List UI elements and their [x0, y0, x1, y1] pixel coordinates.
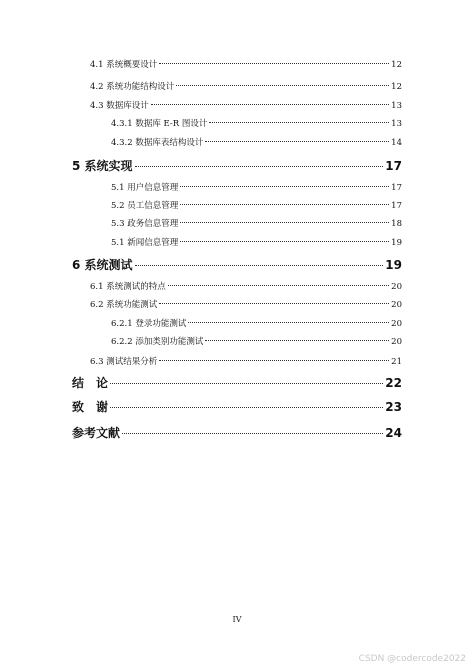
toc-dot-leader [151, 104, 389, 105]
toc-entry[interactable] [90, 280, 402, 292]
toc-entry-page: 20 [391, 337, 402, 347]
toc-entry[interactable] [111, 181, 402, 193]
toc-dot-leader [180, 241, 389, 242]
toc-entry[interactable] [111, 117, 402, 129]
toc-dot-leader [122, 433, 383, 434]
toc-entry-title: 5.1 新闻信息管理 [111, 238, 179, 248]
toc-entry-title: 4.2 系统功能结构设计 [90, 82, 175, 92]
toc-entry-title: 6 系统测试 [72, 258, 133, 272]
toc-entry-title: 6.2.1 登录功能测试 [111, 319, 187, 329]
toc-entry-title: 5.1 用户信息管理 [111, 183, 179, 193]
toc-entry-page: 17 [385, 159, 402, 173]
toc-entry-page: 12 [391, 60, 402, 70]
toc-entry[interactable] [90, 99, 402, 111]
toc-entry-title: 6.2 系统功能测试 [90, 300, 158, 310]
toc-dot-leader [159, 63, 389, 64]
toc-entry-page: 19 [391, 238, 402, 248]
toc-entry[interactable] [90, 80, 402, 92]
toc-entry-page: 12 [391, 82, 402, 92]
toc-entry-page: 24 [385, 426, 402, 440]
toc-entry[interactable] [90, 58, 402, 70]
toc-entry-page: 20 [391, 282, 402, 292]
toc-entry[interactable] [72, 424, 402, 441]
toc-entry[interactable] [72, 157, 402, 174]
toc-entry[interactable] [72, 256, 402, 273]
toc-dot-leader [110, 383, 383, 384]
toc-dot-leader [159, 303, 389, 304]
toc-entry-title: 6.2.2 添加类别功能测试 [111, 337, 204, 347]
toc-dot-leader [209, 122, 389, 123]
toc-entry[interactable] [111, 217, 402, 229]
toc-entry-page: 13 [391, 119, 402, 129]
toc-entry[interactable] [72, 398, 402, 415]
toc-entry-page: 20 [391, 319, 402, 329]
toc-entry-page: 13 [391, 101, 402, 111]
toc-entry-title: 4.3 数据库设计 [90, 101, 149, 111]
toc-entry-title: 4.3.2 数据库表结构设计 [111, 138, 204, 148]
toc-entry-title: 5 系统实现 [72, 159, 133, 173]
toc-entry[interactable] [111, 335, 402, 347]
toc-entry[interactable] [111, 199, 402, 211]
toc-entry-page: 18 [391, 219, 402, 229]
toc-entry-title: 5.3 政务信息管理 [111, 219, 179, 229]
page-number: IV [232, 615, 242, 624]
toc-dot-leader [168, 285, 389, 286]
toc-entry-title: 6.3 测试结果分析 [90, 357, 158, 367]
toc-entry-page: 23 [385, 400, 402, 414]
toc-entry-page: 22 [385, 376, 402, 390]
toc-entry-page: 20 [391, 300, 402, 310]
toc-entry-title: 结 论 [72, 376, 109, 390]
toc-entry[interactable] [90, 355, 402, 367]
toc-entry[interactable] [111, 236, 402, 248]
toc-dot-leader [176, 85, 389, 86]
toc-entry-title: 5.2 员工信息管理 [111, 201, 179, 211]
toc-entry[interactable] [90, 298, 402, 310]
toc-dot-leader [180, 186, 389, 187]
watermark: CSDN @codercode2022 [358, 654, 466, 664]
toc-entry[interactable] [111, 136, 402, 148]
toc-entry-page: 17 [391, 183, 402, 193]
toc-entry-title: 4.3.1 数据库 E-R 图设计 [111, 119, 208, 129]
toc-dot-leader [135, 166, 384, 167]
toc-dot-leader [180, 204, 389, 205]
toc-dot-leader [110, 407, 383, 408]
toc-dot-leader [159, 360, 389, 361]
toc-entry-page: 17 [391, 201, 402, 211]
toc-entry-page: 21 [391, 357, 402, 367]
toc-entry-page: 19 [385, 258, 402, 272]
toc-entry-title: 4.1 系统概要设计 [90, 60, 158, 70]
toc-dot-leader [180, 222, 389, 223]
toc-entry-title: 致 谢 [72, 400, 109, 414]
toc-entry-title: 参考文献 [72, 426, 121, 440]
toc-entry[interactable] [72, 374, 402, 391]
toc-entry-title: 6.1 系统测试的特点 [90, 282, 166, 292]
toc-dot-leader [135, 265, 384, 266]
toc-entry-page: 14 [391, 138, 402, 148]
toc-dot-leader [188, 322, 389, 323]
toc-entry[interactable] [111, 317, 402, 329]
toc-dot-leader [205, 340, 389, 341]
toc-dot-leader [205, 141, 389, 142]
